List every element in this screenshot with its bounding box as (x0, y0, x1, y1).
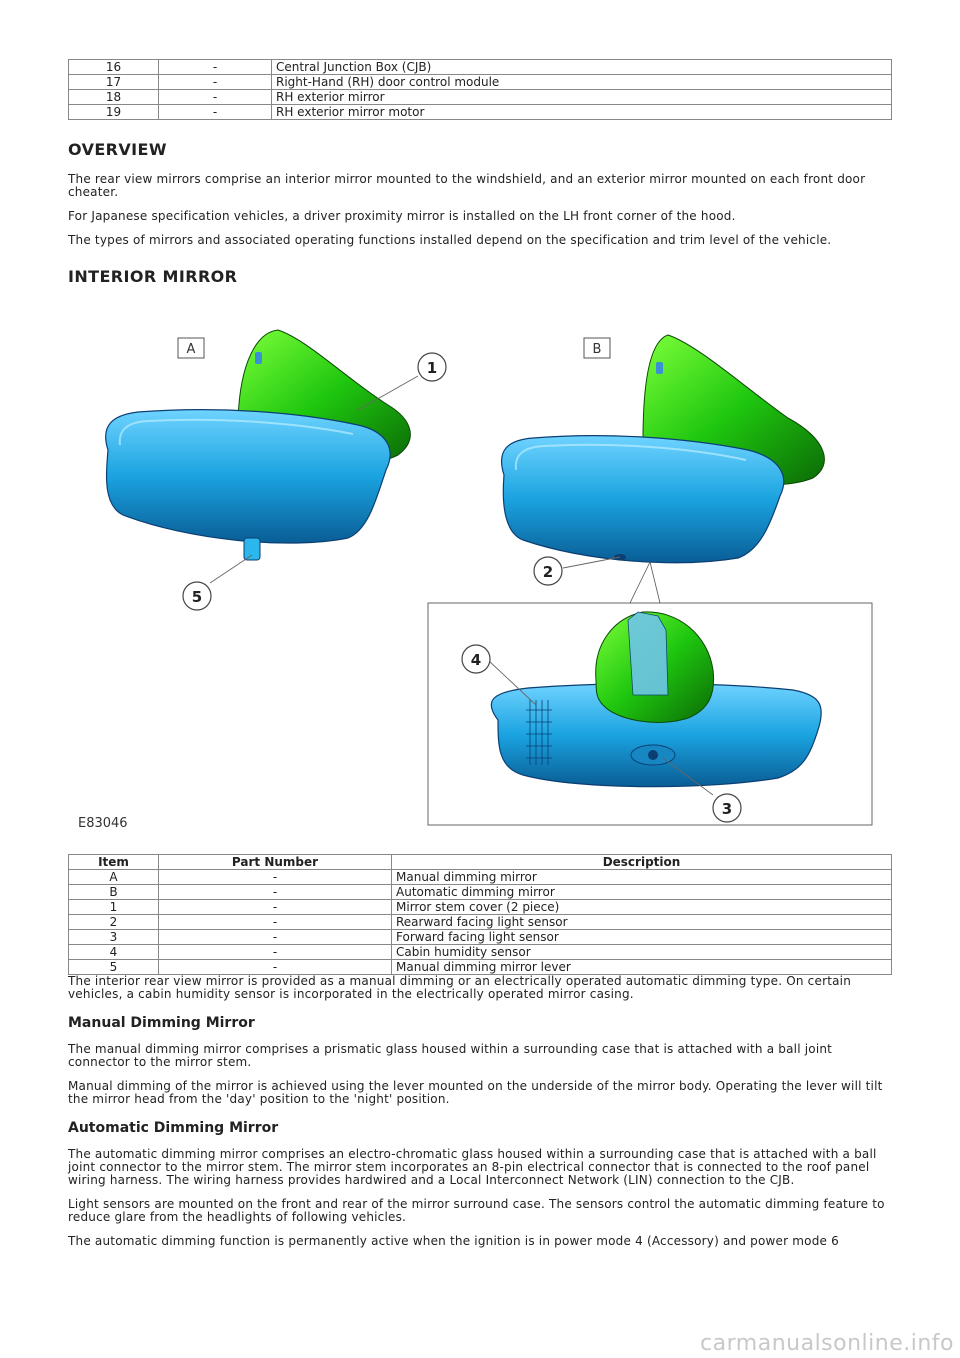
callout-4 (462, 645, 490, 673)
desc-cell: RH exterior mirror (272, 90, 892, 105)
mirror-illustration (68, 300, 892, 840)
item-cell: A (69, 870, 159, 885)
table-row (69, 900, 892, 915)
overview-paragraph: The rear view mirrors comprise an interior mirror mounted to the windshield, and an exterior mirror mounted on each front door cheater. (68, 172, 866, 199)
part-cell: - (159, 915, 392, 930)
part-cell: - (159, 885, 392, 900)
svg-text:4: 4 (470, 651, 482, 669)
table-row (69, 60, 892, 75)
body-paragraph: Light sensors are mounted on the front and rear of the mirror surround case. The sensors control the automatic dimming feature to reduce glare from the headlights of following vehicles. (68, 1197, 885, 1224)
part-cell: - (159, 60, 272, 75)
mirror-body-b (502, 436, 784, 563)
svg-text:1: 1 (426, 359, 438, 377)
part-cell: - (159, 960, 392, 975)
parts-table (68, 854, 892, 975)
part-cell: - (159, 90, 272, 105)
forward-light-sensor (648, 750, 658, 760)
part-cell: - (159, 930, 392, 945)
desc-cell: Manual dimming mirror (392, 870, 892, 885)
item-cell: 18 (69, 90, 159, 105)
table-row (69, 930, 892, 945)
item-cell: 17 (69, 75, 159, 90)
interior-mirror-heading: INTERIOR MIRROR (68, 267, 238, 286)
desc-cell: Forward facing light sensor (392, 930, 892, 945)
svg-text:2: 2 (542, 563, 554, 581)
item-cell: 19 (69, 105, 159, 120)
table-row (69, 870, 892, 885)
desc-cell: Right-Hand (RH) door control module (272, 75, 892, 90)
column-header-part-number: Part Number (159, 855, 392, 870)
desc-cell: Rearward facing light sensor (392, 915, 892, 930)
svg-text:5: 5 (191, 588, 203, 606)
table-row (69, 960, 892, 975)
watermark: carmanualsonline.info (700, 1331, 954, 1356)
label-a-box (178, 338, 204, 358)
item-cell: B (69, 885, 159, 900)
item-cell: 1 (69, 900, 159, 915)
table-row (69, 915, 892, 930)
item-cell: 4 (69, 945, 159, 960)
desc-cell: Cabin humidity sensor (392, 945, 892, 960)
automatic-dimming-heading: Automatic Dimming Mirror (68, 1120, 279, 1136)
part-cell: - (159, 75, 272, 90)
table-row (69, 90, 892, 105)
part-cell: - (159, 900, 392, 915)
page-content (68, 59, 892, 1259)
label-b: B (592, 342, 602, 357)
callout-5 (183, 582, 211, 610)
item-cell: 3 (69, 930, 159, 945)
body-paragraph: The manual dimming mirror comprises a prismatic glass housed within a surrounding case that is attached with a ball joint connector to the mirror stem. (68, 1042, 833, 1069)
manual-lever (244, 538, 260, 560)
desc-cell: Mirror stem cover (2 piece) (392, 900, 892, 915)
stem-cover-detail-a (255, 352, 262, 364)
body-paragraph: The interior rear view mirror is provided as a manual dimming or an electrically operated automatic dimming type. On certain vehicles, a cabin humidity sensor is incorporated in the electrically operated mirror casing. (68, 974, 851, 1001)
label-a: A (186, 342, 196, 357)
callout-1 (418, 353, 446, 381)
mirror-diagram (68, 300, 892, 840)
desc-cell: Manual dimming mirror lever (392, 960, 892, 975)
desc-cell: RH exterior mirror motor (272, 105, 892, 120)
column-header-description: Description (392, 855, 892, 870)
body-paragraph: The automatic dimming mirror comprises an electro-chromatic glass housed within a surrounding case that is attached with a ball joint connector to the mirror stem. The mirror stem incorporates an 8-pin electrical connector that is connected to the roof panel wiring harness. The wiring harness provides hardwired and a Local Interconnect Network (LIN) connection to the CJB. (68, 1147, 877, 1187)
desc-cell: Automatic dimming mirror (392, 885, 892, 900)
column-header-item: Item (69, 855, 159, 870)
label-b-box (584, 338, 610, 358)
item-cell: 5 (69, 960, 159, 975)
mirror-body-a (106, 410, 390, 543)
table-row (69, 945, 892, 960)
overview-paragraph: For Japanese specification vehicles, a driver proximity mirror is installed on the LH front corner of the hood. (68, 209, 736, 223)
body-paragraph: The automatic dimming function is permanently active when the ignition is in power mode 4 (Accessory) and power mode 6 (68, 1234, 839, 1248)
overview-paragraph: The types of mirrors and associated operating functions installed depend on the specification and trim level of the vehicle. (68, 233, 832, 247)
manual-dimming-heading: Manual Dimming Mirror (68, 1015, 255, 1031)
part-cell: - (159, 945, 392, 960)
item-cell: 16 (69, 60, 159, 75)
callout-2 (534, 557, 562, 585)
detail-connector (628, 612, 668, 695)
overview-heading: OVERVIEW (68, 140, 167, 159)
table-row (69, 885, 892, 900)
stem-cover-detail-b (656, 362, 663, 374)
part-cell: - (159, 105, 272, 120)
figure-code: E83046 (78, 816, 128, 831)
top-parts-table (68, 59, 892, 120)
callout-3 (713, 794, 741, 822)
table-row (69, 105, 892, 120)
part-cell: - (159, 870, 392, 885)
item-cell: 2 (69, 915, 159, 930)
body-paragraph: Manual dimming of the mirror is achieved using the lever mounted on the underside of the mirror body. Operating the lever will tilt the mirror head from the 'day' position to the 'night' position. (68, 1079, 883, 1106)
svg-text:3: 3 (721, 800, 733, 818)
desc-cell: Central Junction Box (CJB) (272, 60, 892, 75)
table-row (69, 75, 892, 90)
table-header-row (69, 855, 892, 870)
